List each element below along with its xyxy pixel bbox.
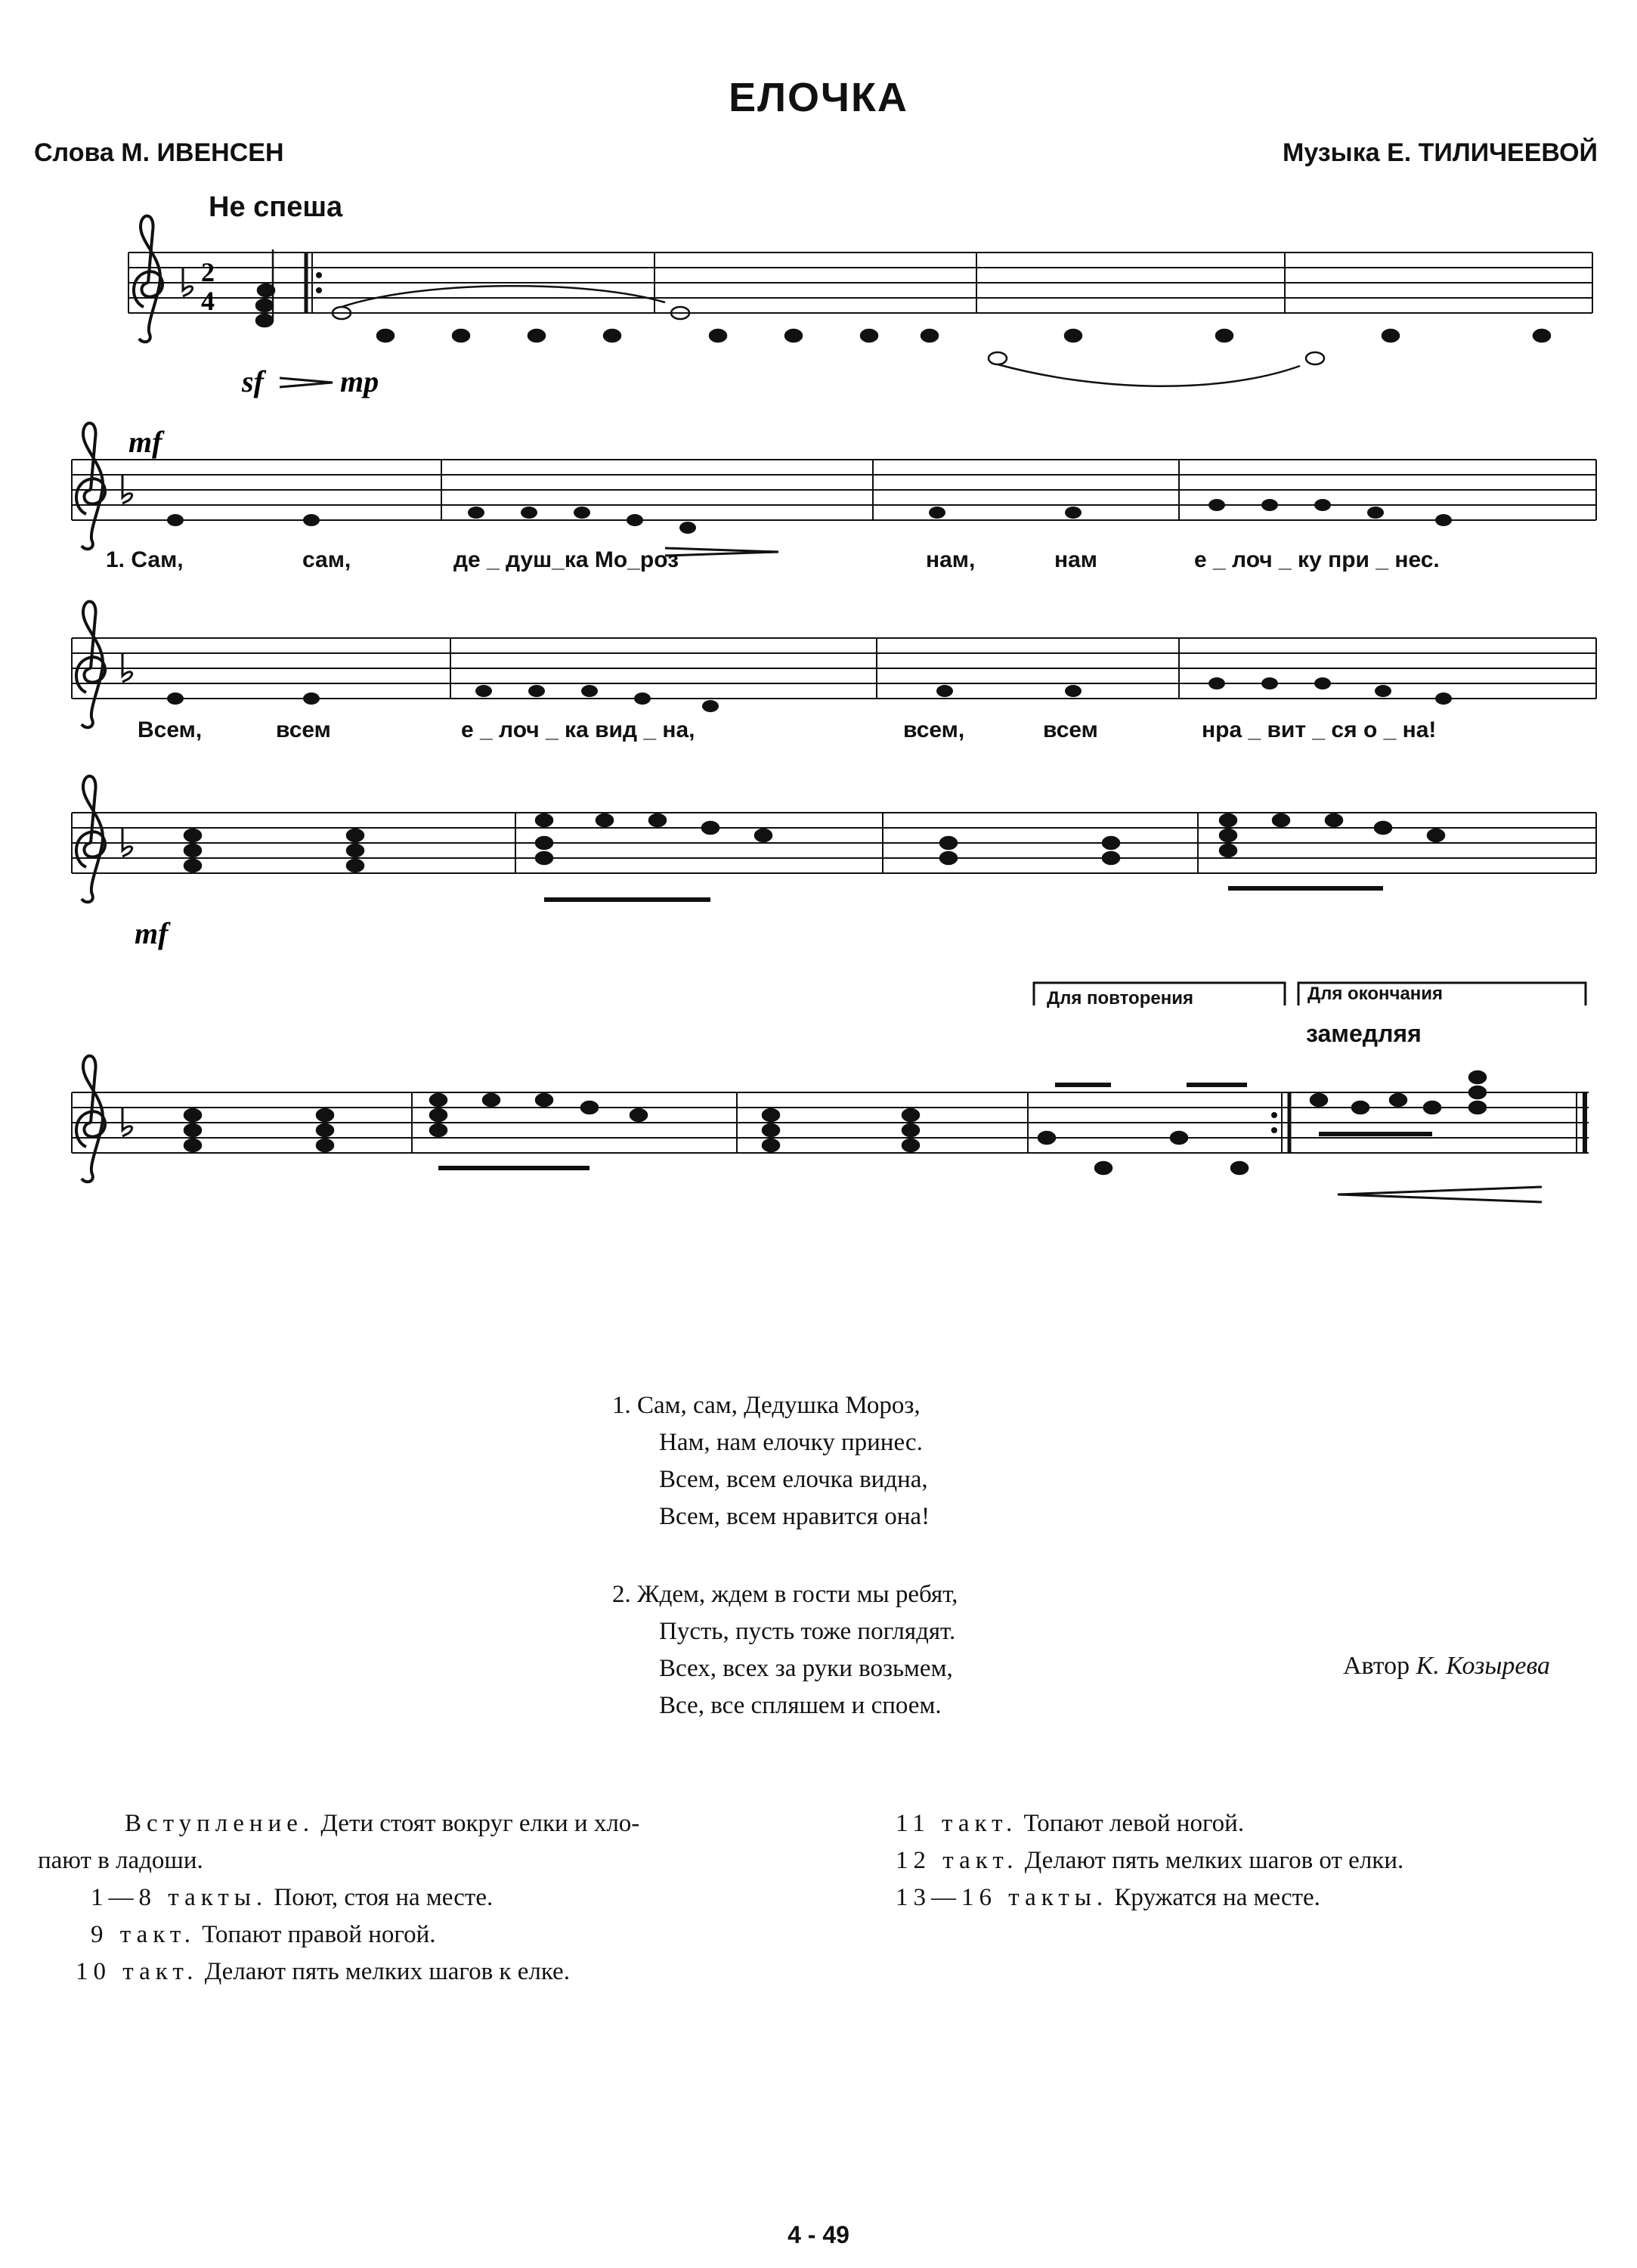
instruction-line: 1—8 такты. Поют, стоя на месте. (91, 1884, 494, 1911)
verse-line: Все, все спляшем и споем. (659, 1692, 942, 1719)
instruction-line: 13—16 такты. Кружатся на месте. (896, 1884, 1320, 1911)
svg-text:нра _ вит _ ся о _ на!: нра _ вит _ ся о _ на! (1202, 717, 1437, 742)
verse-line: 2. Ждем, ждем в гости мы ребят, (612, 1581, 958, 1608)
song-title: ЕЛОЧКА (729, 75, 908, 120)
dynamic-sf: sf (242, 364, 264, 398)
ritardando-label: замедляя (1306, 1020, 1422, 1047)
dynamic-mf: mf (128, 425, 162, 459)
svg-text:де _ душ_ка Мо_роз: де _ душ_ка Мо_роз (453, 547, 679, 572)
dynamic-mp: mp (340, 364, 379, 398)
svg-text:всем: всем (1043, 717, 1098, 742)
treble-clef-icon (76, 1056, 105, 1182)
svg-text:е _ лоч _ ка вид _ на,: е _ лоч _ ка вид _ на, (461, 717, 695, 742)
diminuendo-hairpin (280, 378, 333, 387)
instruction-line: Вступление. Дети стоят вокруг елки и хло- (125, 1810, 640, 1837)
instruction-line: 10 такт. Делают пять мелких шагов к елке. (76, 1958, 570, 1985)
verse-1 (612, 1387, 930, 1535)
staff-system-4 (72, 776, 1596, 950)
svg-text:всем: всем (276, 717, 331, 742)
words-credit: Слова М. ИВЕНСЕН (34, 138, 284, 167)
diminuendo-hairpin (1338, 1187, 1542, 1202)
staff-system-5 (72, 1056, 1589, 1202)
svg-text:сам,: сам, (302, 547, 351, 572)
svg-text:всем,: всем, (903, 717, 965, 742)
choreography-author: Автор К. Козырева (1343, 1652, 1550, 1680)
verse-line: 1. Сам, сам, Дедушка Мороз, (612, 1392, 921, 1419)
treble-clef-icon (76, 423, 105, 550)
dynamic-mf: mf (135, 916, 169, 950)
verse-line: Всем, всем нравится она! (659, 1503, 930, 1530)
instruction-line: пают в ладоши. (38, 1847, 203, 1874)
crescendo-hairpin (665, 548, 778, 556)
svg-text:Всем,: Всем, (138, 717, 203, 742)
svg-text:1. Сам,: 1. Сам, (106, 547, 184, 572)
final-ending-label: Для окончания (1307, 984, 1444, 1004)
treble-clef-icon (76, 776, 105, 903)
lyrics-line-2 (138, 717, 1436, 742)
verse-line: Пусть, пусть тоже поглядят. (659, 1618, 956, 1645)
instruction-line: 9 такт. Топают правой ногой. (91, 1921, 436, 1948)
instruction-line: 12 такт. Делают пять мелких шагов от елки. (896, 1847, 1404, 1874)
verse-line: Всех, всех за руки возьмем, (659, 1655, 953, 1682)
verse-2 (612, 1576, 958, 1724)
repeat-ending-label: Для повторения (1047, 988, 1193, 1009)
staff-system-2 (72, 423, 1596, 550)
svg-text:нам: нам (1054, 547, 1097, 572)
svg-text:4: 4 (201, 286, 215, 316)
verse-line: Всем, всем елочка видна, (659, 1466, 928, 1493)
instruction-line: 11 такт. Топают левой ногой. (896, 1810, 1245, 1837)
staff-system-1 (128, 216, 1592, 398)
tempo-marking: Не спеша (209, 191, 343, 223)
staff-system-3 (72, 602, 1596, 728)
svg-text:нам,: нам, (926, 547, 976, 572)
svg-text:2: 2 (201, 257, 215, 287)
treble-clef-icon (76, 602, 105, 728)
page-number: 4 - 49 (788, 2221, 849, 2248)
music-credit: Музыка Е. ТИЛИЧЕЕВОЙ (1283, 138, 1598, 167)
instructions-left-column (38, 1805, 640, 1991)
svg-text:е _ лоч _ ку при _ нес.: е _ лоч _ ку при _ нес. (1194, 547, 1440, 572)
treble-clef-icon (134, 216, 162, 342)
verse-line: Нам, нам елочку принес. (659, 1429, 923, 1456)
instructions-right-column (896, 1805, 1403, 1916)
